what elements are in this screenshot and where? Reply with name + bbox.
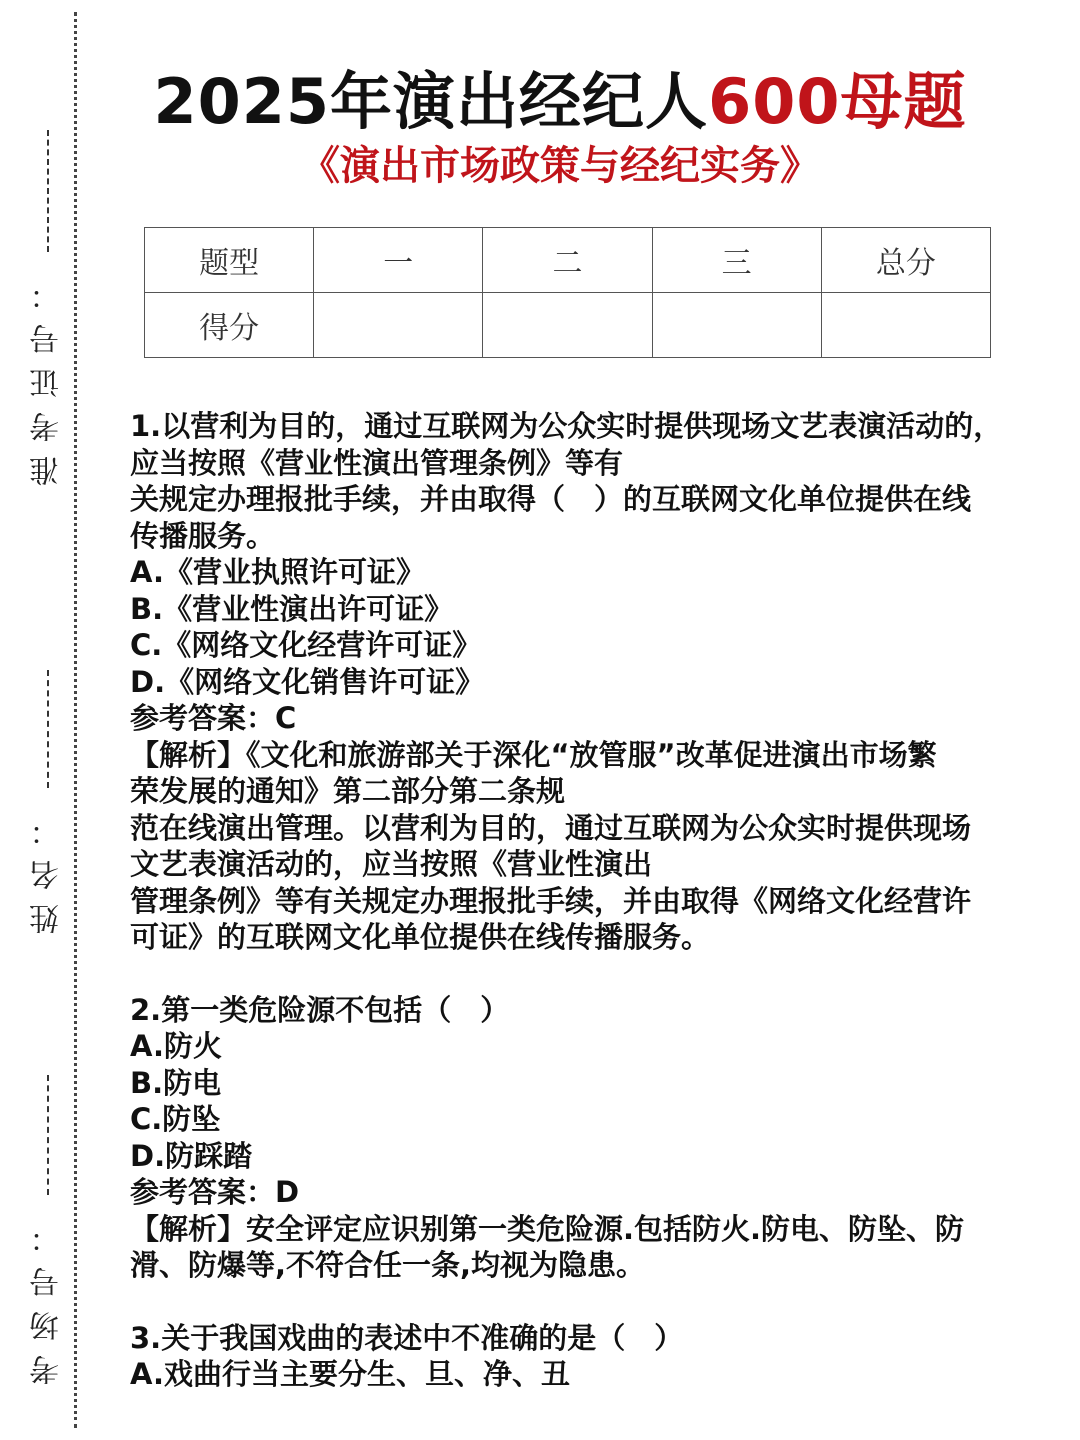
exam-id-field	[22, 130, 74, 486]
analysis-line: 管理条例》等有关规定办理报批手续，并由取得《网络文化经营许	[130, 883, 972, 918]
binding-dotted-line	[74, 12, 77, 1428]
reference-answer: 参考答案：D	[130, 1175, 300, 1209]
question-stem-line: 2.第一类危险源不包括（ ）	[130, 992, 510, 1027]
score-cell[interactable]	[483, 293, 652, 358]
question-1	[130, 408, 1050, 956]
score-header-cell: 一	[314, 228, 483, 293]
page-title	[150, 52, 970, 141]
spacer	[130, 1284, 1050, 1320]
option-a: A.《营业执照许可证》	[130, 555, 425, 589]
score-table	[144, 227, 991, 358]
score-row-label: 得分	[145, 293, 314, 358]
name-blank[interactable]	[47, 670, 49, 788]
analysis-line: 【解析】《文化和旅游部关于深化“放管服”改革促进演出市场繁	[130, 737, 937, 772]
exam-id-label: 准考证号：	[30, 266, 65, 486]
option-c: C.防坠	[130, 1102, 221, 1136]
question-stem-line: 1.以营利为目的，通过互联网为公众实时提供现场文艺表演活动的，	[130, 409, 1003, 443]
score-cell[interactable]	[652, 293, 821, 358]
question-2	[130, 992, 1050, 1284]
score-header-cell: 题型	[145, 228, 314, 293]
question-stem-line: 应当按照《营业性演出管理条例》等有	[130, 445, 624, 480]
analysis-line: 范在线演出管理。以营利为目的，通过互联网为公众实时提供现场	[130, 810, 972, 845]
score-cell[interactable]	[821, 293, 990, 358]
title-main: 2025年演出经纪人	[153, 65, 709, 138]
option-d: D.《网络文化销售许可证》	[130, 664, 485, 699]
question-stem-line: 关规定办理报批手续，并由取得（ ）的互联网文化单位提供在线	[130, 482, 972, 516]
analysis-line: 滑、防爆等,不符合任一条,均视为隐患。	[130, 1248, 646, 1282]
question-3	[130, 1320, 1050, 1393]
name-field	[22, 670, 74, 934]
title-accent: 600母题	[708, 65, 967, 138]
option-b: B.防电	[130, 1065, 222, 1100]
score-cell[interactable]	[314, 293, 483, 358]
score-header-cell: 二	[483, 228, 652, 293]
question-stem-line: 3.关于我国戏曲的表述中不准确的是（ ）	[130, 1320, 684, 1355]
option-b: B.《营业性演出许可证》	[130, 591, 454, 626]
exam-room-field	[22, 1075, 74, 1385]
question-stem-line: 传播服务。	[130, 518, 276, 553]
option-a: A.防火	[130, 1029, 222, 1063]
page-subtitle: 《演出市场政策与经纪实务》	[300, 143, 820, 189]
score-header-cell: 总分	[821, 228, 990, 293]
score-table-header-row	[145, 228, 991, 293]
option-c: C.《网络文化经营许可证》	[130, 628, 482, 662]
exam-room-label: 考场号：	[30, 1209, 65, 1385]
analysis-line: 可证》的互联网文化单位提供在线传播服务。	[130, 920, 711, 954]
exam-id-blank[interactable]	[47, 130, 49, 252]
question-list	[130, 408, 1050, 1393]
score-header-cell: 三	[652, 228, 821, 293]
name-label: 姓名：	[30, 802, 65, 934]
option-d: D.防踩踏	[130, 1138, 253, 1173]
option-a: A.戏曲行当主要分生、旦、净、丑	[130, 1357, 570, 1391]
reference-answer: 参考答案：C	[130, 701, 297, 735]
spacer	[130, 956, 1050, 992]
score-table-score-row	[145, 293, 991, 358]
analysis-line: 【解析】安全评定应识别第一类危险源.包括防火.防电、防坠、防	[130, 1211, 965, 1246]
analysis-line: 荣发展的通知》第二部分第二条规	[130, 774, 566, 808]
exam-room-blank[interactable]	[47, 1075, 49, 1195]
analysis-line: 文艺表演活动的，应当按照《营业性演出	[130, 847, 653, 881]
